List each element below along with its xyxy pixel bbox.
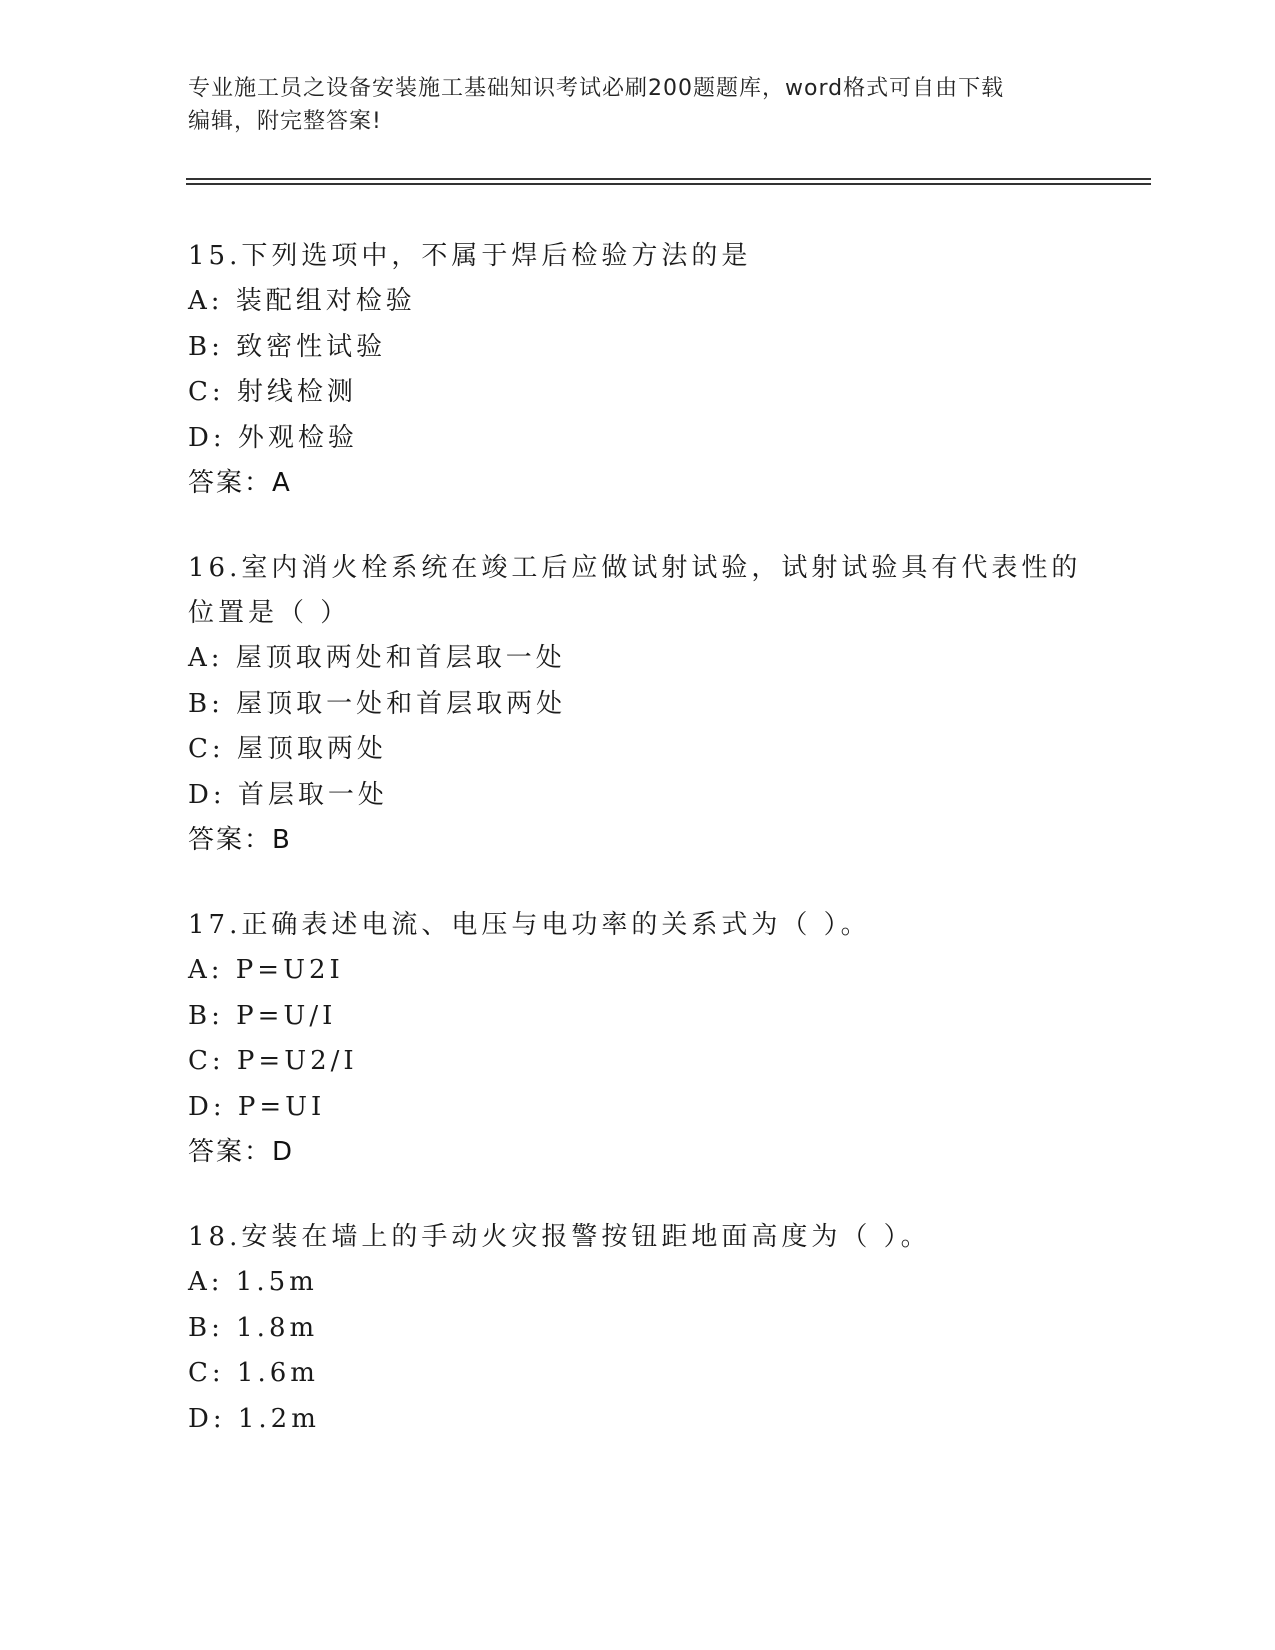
option-c: C: 屋顶取两处 [188, 734, 387, 764]
header-divider-bottom [186, 183, 1151, 185]
option-a: A: P=U2I [188, 955, 344, 985]
option-b: B: 致密性试验 [188, 331, 387, 362]
question-15 [188, 234, 1088, 506]
option-a: A: 屋顶取两处和首层取一处 [188, 643, 566, 673]
option-b: B: 1.8m [188, 1312, 319, 1343]
question-18 [188, 1215, 1088, 1442]
question-stem: 15.下列选项中，不属于焊后检验方法的是 [188, 241, 752, 271]
answer-line: 答案：D [188, 1137, 295, 1167]
option-c: C: 射线检测 [188, 377, 357, 407]
question-stem: 16.室内消火栓系统在竣工后应做试射试验，试射试验具有代表性的位置是（ ） [188, 553, 1082, 628]
option-a: A: 1.5m [188, 1267, 318, 1297]
question-17 [188, 903, 1088, 1175]
question-list [188, 234, 1088, 1482]
option-c: C: P=U2/I [188, 1046, 358, 1076]
header-divider-top [186, 178, 1151, 180]
question-stem: 17.正确表述电流、电压与电功率的关系式为（ ）。 [188, 910, 871, 940]
option-d: D: 外观检验 [188, 422, 358, 453]
answer-line: 答案：A [188, 468, 292, 498]
option-b: B: P=U/I [188, 1000, 337, 1031]
option-b: B: 屋顶取一处和首层取两处 [188, 688, 567, 719]
header-title-line-2: 编辑，附完整答案! [188, 109, 382, 134]
option-c: C: 1.6m [188, 1358, 319, 1388]
question-16 [188, 546, 1088, 863]
option-a: A: 装配组对检验 [188, 286, 416, 316]
question-stem: 18.安装在墙上的手动火灾报警按钮距地面高度为（ ）。 [188, 1222, 931, 1252]
header-title-line-1: 专业施工员之设备安装施工基础知识考试必刷200题题库，word格式可自由下载 [188, 76, 1005, 101]
option-d: D: P=UI [188, 1091, 326, 1122]
document-header [188, 72, 1088, 138]
answer-line: 答案：B [188, 825, 292, 855]
option-d: D: 1.2m [188, 1403, 320, 1434]
option-d: D: 首层取一处 [188, 779, 388, 810]
